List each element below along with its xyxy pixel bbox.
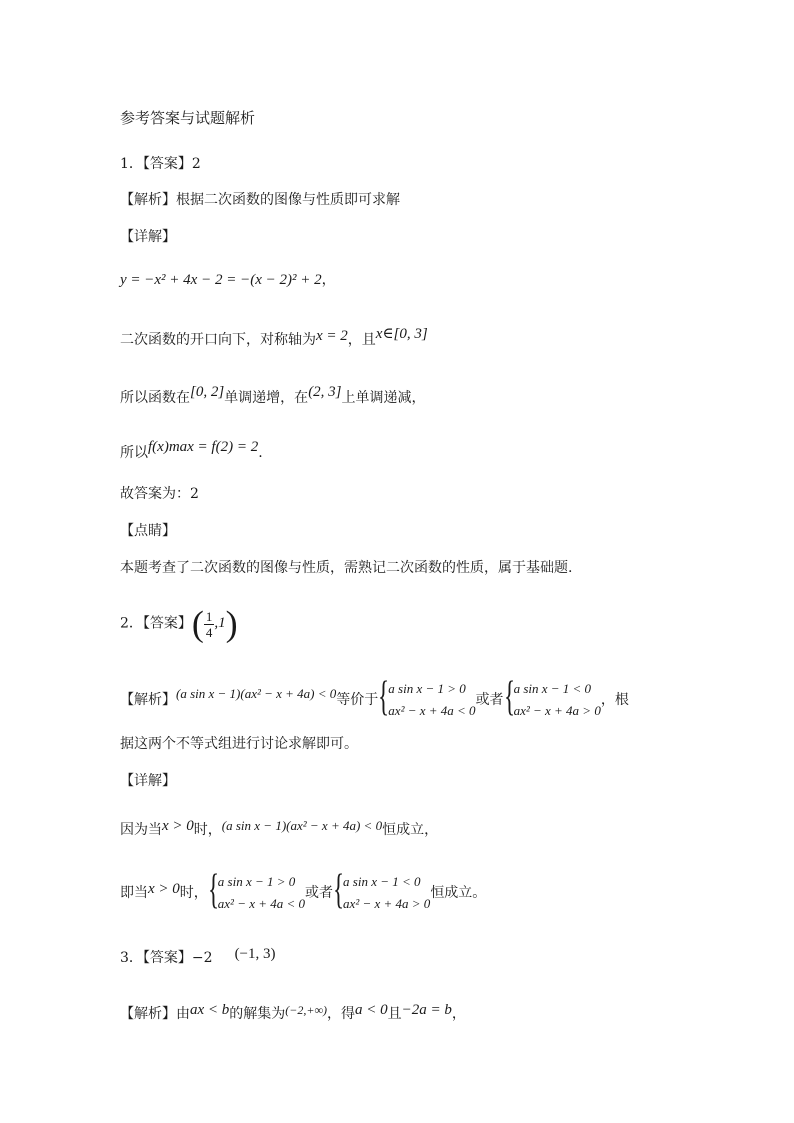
q1-line3 — [120, 384, 426, 406]
q2-analysis-label: 【解析】 — [120, 692, 176, 708]
q2-answer-math: ( $\frac{1}{4}$ ,1) — [191, 604, 238, 644]
q3-a-text2: 的解集为 — [229, 1006, 286, 1022]
q2-system-1: { a sin x − 1 > 0 ax² − x + 4a < 0 — [378, 674, 476, 720]
q2-answer-rest: ,1 — [214, 615, 226, 632]
q2-detail-label: 【详解】 — [120, 773, 176, 789]
q1-analysis — [120, 193, 400, 207]
q3-a-math1: ax < b — [190, 1002, 230, 1018]
q2-d2-sys2-row2: ax² − x + 4a > 0 — [343, 896, 431, 911]
q1-line4-math: f(x)max = f(2) = 2 — [148, 439, 259, 455]
q2-system-2: { a sin x − 1 < 0 ax² − x + 4a > 0 — [503, 674, 601, 720]
q2-sys1-row2: ax² − x + 4a < 0 — [388, 703, 476, 718]
q1-line3-math1: [0, 2] — [190, 384, 225, 400]
q2-d1-text-c: 恒成立， — [382, 822, 439, 838]
q1-answer-value: 2 — [191, 156, 201, 172]
q2-d2-sys1-row2: ax² − x + 4a < 0 — [217, 896, 306, 911]
q3-answer-interval: (−1, 3) — [234, 946, 276, 962]
q2-d2-system-1: { a sin x − 1 > 0 ax² − x + 4a < 0 — [207, 867, 306, 913]
q2-detail-1 — [120, 818, 439, 838]
q2-tail: ，根 — [600, 692, 629, 708]
q2-d2-text-c: 恒成立。 — [430, 885, 487, 901]
q1-detail-label: 【详解】 — [120, 229, 176, 245]
q3-a-math3: a < 0 — [355, 1002, 388, 1018]
q1-comment-label: 【点睛】 — [120, 523, 176, 539]
q3-a-math4: −2a = b — [401, 1002, 452, 1018]
q3-a-math2: (−2,+∞) — [285, 1003, 328, 1017]
q1-formula-line — [120, 273, 336, 288]
q1-line2-text-b: ，且 — [347, 332, 376, 348]
q2-sys1-row1: a sin x − 1 > 0 — [388, 681, 466, 696]
q1-line3-math2: (2, 3] — [308, 384, 342, 400]
q3-analysis — [120, 1002, 466, 1022]
q1-line2 — [120, 326, 428, 348]
q2-d1-math: x > 0 — [162, 818, 194, 834]
q2-d2-or: 或者 — [305, 885, 334, 901]
q2-sys2-row1: a sin x − 1 < 0 — [513, 681, 592, 696]
q2-analysis — [120, 674, 629, 722]
q2-d2-text-b: 时， — [179, 885, 208, 901]
q1-answer — [120, 157, 201, 171]
q2-analysis-cont: 据这两个不等式组进行讨论求解即可。 — [120, 736, 358, 752]
q1-line4-text: 所以 — [120, 445, 148, 461]
q1-formula: y = −x² + 4x − 2 = −(x − 2)² + 2 — [120, 272, 322, 288]
q2-frac-den: 4 — [205, 624, 213, 640]
q3-a-text: 由 — [176, 1006, 190, 1022]
q1-answer-label: 1．【答案】 — [120, 156, 192, 172]
q2-d2-system-2: { a sin x − 1 < 0 ax² − x + 4a > 0 — [333, 867, 431, 913]
q1-line4 — [120, 439, 263, 461]
q1-line2-math1: x = 2 — [316, 328, 348, 344]
q2-d1-text-b: 时， — [193, 822, 222, 838]
q3-a-text4: 且 — [387, 1006, 402, 1022]
q2-answer — [120, 606, 238, 642]
q1-analysis-label: 【解析】 — [120, 192, 176, 208]
q2-ineq: (a sin x − 1)(ax² − x + 4a) < 0 — [176, 686, 337, 701]
q2-sys2-row2: ax² − x + 4a > 0 — [513, 703, 601, 718]
q1-line2-text-a: 二次函数的开口向下，对称轴为 — [120, 332, 316, 348]
q1-conclusion: 故答案为：2 — [120, 486, 199, 502]
q1-line3-text-a: 所以函数在 — [120, 390, 190, 406]
q3-analysis-label: 【解析】 — [120, 1006, 176, 1022]
q3-answer — [120, 946, 276, 966]
q2-frac-num: 1 — [205, 608, 213, 624]
q1-line2-math2: x∈[0, 3] — [375, 326, 428, 342]
page-title: 参考答案与试题解析 — [120, 109, 256, 127]
q3-a-text5: ， — [451, 1006, 466, 1022]
q1-line3-text-c: 上单调递减， — [341, 390, 426, 406]
q1-analysis-text: 根据二次函数的图像与性质即可求解 — [176, 192, 400, 208]
q3-answer-label: 3．【答案】 — [120, 950, 192, 966]
q3-answer-value: −2 — [191, 950, 213, 966]
q2-d2-text-a: 即当 — [120, 885, 148, 901]
q1-comment-text: 本题考查了二次函数的图像与性质，需熟记二次函数的性质，属于基础题. — [120, 560, 573, 576]
q2-answer-label: 2．【答案】 — [120, 615, 192, 632]
q2-or: 或者 — [475, 692, 504, 708]
q2-d1-text-a: 因为当 — [120, 822, 162, 838]
q3-a-text3: ，得 — [327, 1006, 356, 1022]
q2-equiv: 等价于 — [336, 692, 379, 708]
q2-d2-sys1-row1: a sin x − 1 > 0 — [217, 874, 296, 889]
q1-line4-end: . — [258, 445, 263, 461]
q2-d1-ineq: (a sin x − 1)(ax² − x + 4a) < 0 — [221, 818, 383, 833]
q2-detail-2 — [120, 867, 487, 915]
q2-d2-sys2-row1: a sin x − 1 < 0 — [343, 874, 421, 889]
q1-formula-end: ， — [321, 272, 336, 288]
q1-line3-text-b: 单调递增，在 — [224, 390, 309, 406]
q2-d2-math: x > 0 — [148, 881, 180, 897]
